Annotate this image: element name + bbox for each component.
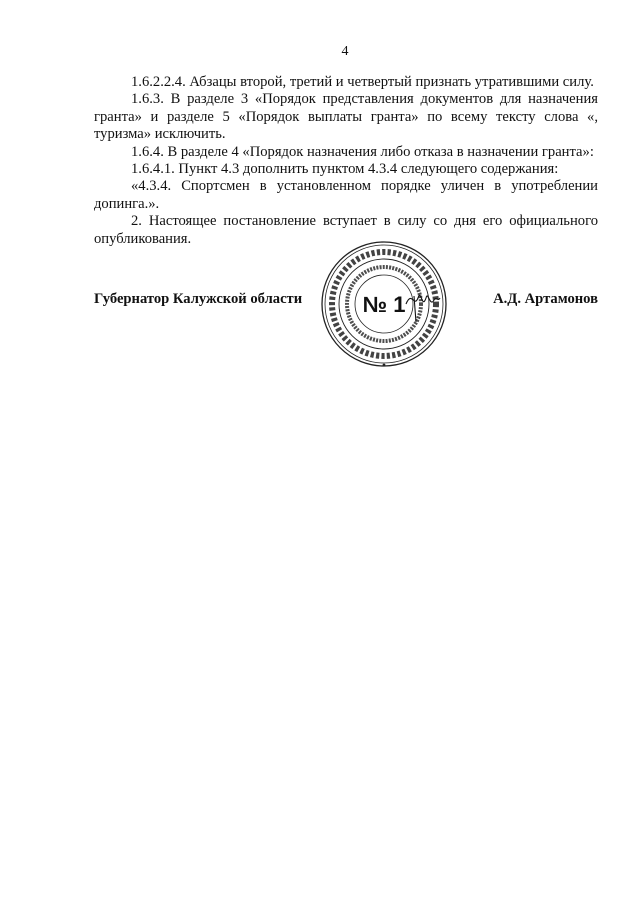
signatory-name: А.Д. Артамонов: [493, 291, 598, 307]
paragraph: 1.6.3. В разделе 3 «Порядок представления документов для назначения гранта» и разделе 5 «Порядок выплаты гранта» по всему тексту слова «, туризма» исключить.: [94, 91, 598, 143]
page-number: 4: [341, 44, 349, 59]
paragraph: 2. Настоящее постановление вступает в силу со дня его официального опубликования.: [94, 213, 598, 247]
signatory-position: Губернатор Калужской области: [94, 291, 303, 307]
official-stamp: [318, 238, 450, 370]
paragraph: 1.6.4. В разделе 4 «Порядок назначения либо отказа в назначении гранта»:: [131, 143, 594, 160]
stamp-number: № 1: [362, 292, 406, 317]
document-body: [94, 74, 598, 248]
paragraph: 1.6.2.2.4. Абзацы второй, третий и четвертый признать утратившими силу.: [131, 74, 594, 90]
paragraph: «4.3.4. Спортсмен в установленном порядке уличен в употреблении допинга.».: [94, 178, 598, 212]
paragraph: 1.6.4.1. Пункт 4.3 дополнить пунктом 4.3.4 следующего содержания:: [131, 161, 559, 178]
